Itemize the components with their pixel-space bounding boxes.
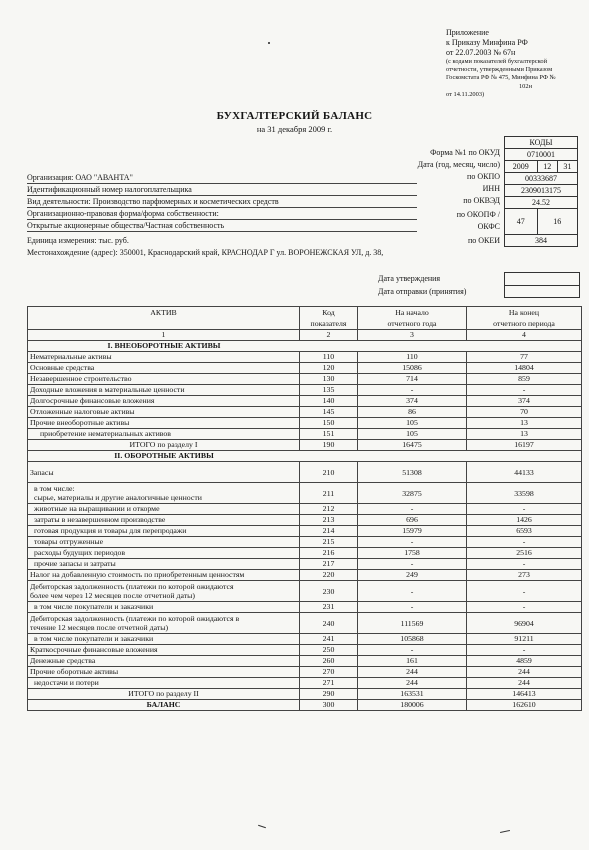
row-label-text: Долгосрочные финансовые вложения (30, 396, 155, 405)
table-row (28, 537, 582, 548)
row-code: 214 (300, 526, 358, 537)
row-code: 250 (300, 645, 358, 656)
row-code: 216 (300, 548, 358, 559)
appendix-small: 102н (518, 82, 532, 90)
row-value-start: 105 (358, 418, 467, 429)
row-value-end: 859 (467, 374, 582, 385)
row-value-end: 14804 (467, 363, 582, 374)
legal-form-label: Организационно-правовая форма/форма собственности: (27, 208, 417, 220)
row-label (28, 678, 300, 689)
row-value-start: 1758 (358, 548, 467, 559)
row-value-start: 696 (358, 515, 467, 526)
row-value-start: 86 (358, 407, 467, 418)
row-value-start: 249 (358, 570, 467, 581)
table-row (28, 483, 582, 504)
row-value-end: 77 (467, 352, 582, 363)
row-value-end: - (467, 504, 582, 515)
row-label-text: ИТОГО по разделу II (128, 689, 199, 698)
row-label-text: Незавершенное строительство (30, 374, 132, 383)
row-code: 215 (300, 537, 358, 548)
row-value-start: 16475 (358, 440, 467, 451)
row-label (28, 602, 300, 613)
row-code: 240 (300, 613, 358, 634)
okopf-label: по ОКОПФ / (456, 210, 500, 219)
row-label (28, 656, 300, 667)
row-value-end: 13 (467, 429, 582, 440)
row-value-end: 6593 (467, 526, 582, 537)
table-row (28, 613, 582, 634)
row-value-end: 1426 (467, 515, 582, 526)
approval-date-box (504, 272, 580, 286)
row-label (28, 634, 300, 645)
row-label (28, 537, 300, 548)
row-value-start: - (358, 559, 467, 570)
row-value-start: - (358, 645, 467, 656)
row-label-text: Прочие внеоборотные активы (30, 418, 130, 427)
table-row (28, 515, 582, 526)
address-label: Местонахождение (адрес): 350001, Краснодарский край, КРАСНОДАР Г ул. ВОРОНЕЖСКАЯ УЛ, д. 38, (27, 248, 384, 257)
sent-date-box (504, 285, 580, 298)
row-value-end: - (467, 559, 582, 570)
row-label-text: товары отгруженные (34, 537, 104, 546)
row-value-end: 4859 (467, 656, 582, 667)
row-label (28, 440, 300, 451)
date-year: 2009 (505, 161, 538, 173)
column-header-line: На начало (395, 308, 429, 317)
row-value-start: - (358, 504, 467, 515)
section-heading (28, 341, 582, 352)
inn-full-label: Идентификационный номер налогоплательщика (27, 184, 417, 196)
okopf-code: 47 (505, 209, 538, 235)
row-label (28, 504, 300, 515)
okud-code: 0710001 (505, 149, 578, 161)
row-label (28, 581, 300, 602)
row-value-end: 70 (467, 407, 582, 418)
row-label (28, 700, 300, 711)
table-row (28, 363, 582, 374)
table-row (28, 678, 582, 689)
column-header-line: отчетного года (387, 319, 437, 328)
row-value-start: - (358, 581, 467, 602)
table-row (28, 656, 582, 667)
row-value-start: 15979 (358, 526, 467, 537)
row-value-start: 163531 (358, 689, 467, 700)
row-code: 110 (300, 352, 358, 363)
table-row (28, 352, 582, 363)
table-row (28, 559, 582, 570)
row-code: 190 (300, 440, 358, 451)
row-label-text: сырье, материалы и другие аналогичные ценности (34, 493, 202, 502)
row-label (28, 374, 300, 385)
row-value-end: 33598 (467, 483, 582, 504)
row-value-end: - (467, 581, 582, 602)
column-header-line: АКТИВ (150, 308, 177, 317)
row-label-text: затраты в незавершенном производстве (34, 515, 166, 524)
row-label-text: Дебиторская задолженность (платежи по которой ожидаются в (30, 614, 240, 623)
okud-label: Форма №1 по ОКУД (430, 148, 500, 157)
okpo-label: по ОКПО (467, 172, 500, 181)
row-label (28, 526, 300, 537)
table-row (28, 581, 582, 602)
row-value-start: 32875 (358, 483, 467, 504)
row-value-start: 161 (358, 656, 467, 667)
row-label-text: Краткосрочные финансовые вложения (30, 645, 158, 654)
row-value-end: 162610 (467, 700, 582, 711)
row-code: 260 (300, 656, 358, 667)
approval-date-label: Дата утверждения (378, 274, 441, 283)
row-code: 231 (300, 602, 358, 613)
ownership-label: Открытые акционерные общества/Частная собственность (27, 220, 417, 232)
row-value-end: 244 (467, 667, 582, 678)
row-label-text: в том числе: (34, 484, 75, 493)
appendix-line: Приложение (446, 28, 489, 37)
row-label-text: течение 12 месяцев после отчетной даты) (30, 623, 169, 632)
row-code: 230 (300, 581, 358, 602)
scan-mark (258, 825, 266, 828)
row-code: 271 (300, 678, 358, 689)
row-label (28, 352, 300, 363)
row-label-text: более чем через 12 месяцев после отчетной даты) (30, 591, 195, 600)
row-label (28, 429, 300, 440)
row-value-end: 374 (467, 396, 582, 407)
appendix-line: к Приказу Минфина РФ (446, 38, 528, 47)
table-row (28, 396, 582, 407)
row-code: 210 (300, 462, 358, 483)
row-value-end: 146413 (467, 689, 582, 700)
row-code: 150 (300, 418, 358, 429)
inn-label: ИНН (482, 184, 500, 193)
row-value-start: 374 (358, 396, 467, 407)
okei-code: 384 (505, 235, 578, 247)
table-row (28, 440, 582, 451)
activity-label: Вид деятельности: Производство парфюмерных и косметических средств (27, 196, 417, 208)
row-label-text: Денежные средства (30, 656, 96, 665)
row-label-text: недостачи и потери (34, 678, 99, 687)
row-code: 300 (300, 700, 358, 711)
row-label-text: Налог на добавленную стоимость по приобретенным ценностям (30, 570, 245, 579)
row-label-text: БАЛАНС (146, 700, 181, 709)
organization-label: Организация: ОАО "АВАНТА" (27, 172, 417, 184)
row-label (28, 363, 300, 374)
appendix-small: Госкомстата РФ № 475, Минфина РФ № (446, 74, 556, 82)
row-code: 270 (300, 667, 358, 678)
row-value-end: 91211 (467, 634, 582, 645)
table-row (28, 385, 582, 396)
table-row (28, 451, 582, 462)
row-label (28, 548, 300, 559)
row-value-start: 244 (358, 667, 467, 678)
section-heading (28, 451, 582, 462)
table-header-row (28, 307, 582, 330)
row-label-text: Запасы (30, 467, 54, 477)
row-label-text: Отложенные налоговые активы (30, 407, 135, 416)
row-value-end: 273 (467, 570, 582, 581)
row-value-end: 16197 (467, 440, 582, 451)
okved-label: по ОКВЭД (463, 196, 500, 205)
row-label (28, 515, 300, 526)
row-code: 120 (300, 363, 358, 374)
row-value-start: 105 (358, 429, 467, 440)
row-value-end: - (467, 385, 582, 396)
table-row (28, 548, 582, 559)
section-title: I. ВНЕОБОРОТНЫЕ АКТИВЫ (107, 341, 221, 350)
row-label-text: Основные средства (30, 363, 95, 372)
row-label (28, 570, 300, 581)
row-value-start: 110 (358, 352, 467, 363)
row-label-text: прочие запасы и затраты (34, 559, 116, 568)
row-code: 220 (300, 570, 358, 581)
row-value-end: 13 (467, 418, 582, 429)
row-label (28, 559, 300, 570)
row-value-end: - (467, 537, 582, 548)
table-row (28, 341, 582, 352)
row-code: 217 (300, 559, 358, 570)
column-number: 3 (358, 330, 467, 341)
row-label (28, 396, 300, 407)
column-header-line: Код (322, 308, 335, 317)
table-row (28, 418, 582, 429)
row-label-text: расходы будущих периодов (34, 548, 126, 557)
row-label-text: животные на выращивании и откорме (34, 504, 160, 513)
row-label-text: Доходные вложения в материальные ценности (30, 385, 185, 394)
column-number: 2 (300, 330, 358, 341)
row-label-text: в том числе покупатели и заказчики (34, 602, 154, 611)
codes-header: КОДЫ (505, 137, 578, 149)
row-code: 213 (300, 515, 358, 526)
page-title: БУХГАЛТЕРСКИЙ БАЛАНС (216, 110, 373, 122)
row-label-text: ИТОГО по разделу I (129, 440, 198, 449)
row-value-start: 714 (358, 374, 467, 385)
row-label (28, 645, 300, 656)
table-row (28, 634, 582, 645)
column-number-row (28, 330, 582, 341)
appendix-small: от 14.11.2003) (446, 90, 485, 98)
row-value-start: 244 (358, 678, 467, 689)
inn-code: 2309013175 (505, 185, 578, 197)
section-title: II. ОБОРОТНЫЕ АКТИВЫ (114, 451, 214, 460)
column-header (358, 307, 467, 330)
column-header-line: На конец (508, 308, 540, 317)
row-value-end: 2516 (467, 548, 582, 559)
row-value-end: - (467, 602, 582, 613)
row-code: 212 (300, 504, 358, 515)
table-row (28, 602, 582, 613)
okei-label: по ОКЕИ (467, 236, 500, 245)
row-label (28, 385, 300, 396)
row-label (28, 689, 300, 700)
row-value-start: 111569 (358, 613, 467, 634)
row-label (28, 462, 300, 483)
row-code: 290 (300, 689, 358, 700)
column-number: 4 (467, 330, 582, 341)
row-value-end: - (467, 645, 582, 656)
okfs-code: 16 (537, 209, 577, 235)
column-header-line: отчетного периода (493, 319, 555, 328)
balance-table (27, 306, 582, 711)
column-number: 1 (28, 330, 300, 341)
row-label-text: Дебиторская задолженность (платежи по которой ожидаются (30, 582, 234, 591)
appendix-small: (с кодами показателей бухгалтерской (446, 58, 547, 65)
table-row (28, 645, 582, 656)
row-label (28, 483, 300, 504)
appendix-small: отчетности, утвержденными Приказом (446, 66, 553, 74)
date-month: 12 (537, 161, 557, 173)
column-header (467, 307, 582, 330)
row-code: 241 (300, 634, 358, 645)
row-code: 211 (300, 483, 358, 504)
row-value-end: 244 (467, 678, 582, 689)
table-row (28, 700, 582, 711)
row-label-text: Нематериальные активы (30, 352, 112, 361)
table-row (28, 462, 582, 483)
table-row (28, 407, 582, 418)
row-value-start: 51308 (358, 462, 467, 483)
table-row (28, 689, 582, 700)
row-value-end: 96904 (467, 613, 582, 634)
row-label (28, 613, 300, 634)
table-row (28, 429, 582, 440)
date-day: 31 (557, 161, 577, 173)
row-code: 135 (300, 385, 358, 396)
table-row (28, 504, 582, 515)
row-label-text: приобретение нематериальных активов (40, 429, 171, 438)
row-label-text: в том числе покупатели и заказчики (34, 634, 154, 643)
row-code: 140 (300, 396, 358, 407)
codes-grid (504, 136, 578, 247)
date-label: Дата (год, месяц, число) (417, 160, 500, 169)
row-label (28, 667, 300, 678)
table-row (28, 526, 582, 537)
row-label-text: готовая продукция и товары для перепродажи (34, 526, 187, 535)
row-value-start: - (358, 602, 467, 613)
row-label (28, 407, 300, 418)
row-value-start: - (358, 385, 467, 396)
unit-label: Единица измерения: тыс. руб. (27, 236, 129, 245)
row-value-start: 15086 (358, 363, 467, 374)
row-value-end: 44133 (467, 462, 582, 483)
appendix-line: от 22.07.2003 № 67н (446, 48, 516, 57)
scan-mark (500, 830, 510, 833)
scan-speck (268, 42, 270, 44)
column-header (28, 307, 300, 330)
okpo-code: 00333687 (505, 173, 578, 185)
table-row (28, 374, 582, 385)
row-code: 145 (300, 407, 358, 418)
row-label (28, 418, 300, 429)
table-row (28, 570, 582, 581)
page-subtitle: на 31 декабря 2009 г. (256, 124, 333, 134)
column-header (300, 307, 358, 330)
row-code: 130 (300, 374, 358, 385)
table-row (28, 667, 582, 678)
appendix-note (446, 28, 584, 99)
sent-date-label: Дата отправки (принятия) (378, 287, 467, 296)
row-label-text: Прочие оборотные активы (30, 667, 119, 676)
column-header-line: показателя (310, 319, 347, 328)
row-value-start: 105868 (358, 634, 467, 645)
row-value-start: 180006 (358, 700, 467, 711)
okfs-label: ОКФС (477, 222, 500, 231)
row-code: 151 (300, 429, 358, 440)
okved-code: 24.52 (505, 197, 578, 209)
row-value-start: - (358, 537, 467, 548)
